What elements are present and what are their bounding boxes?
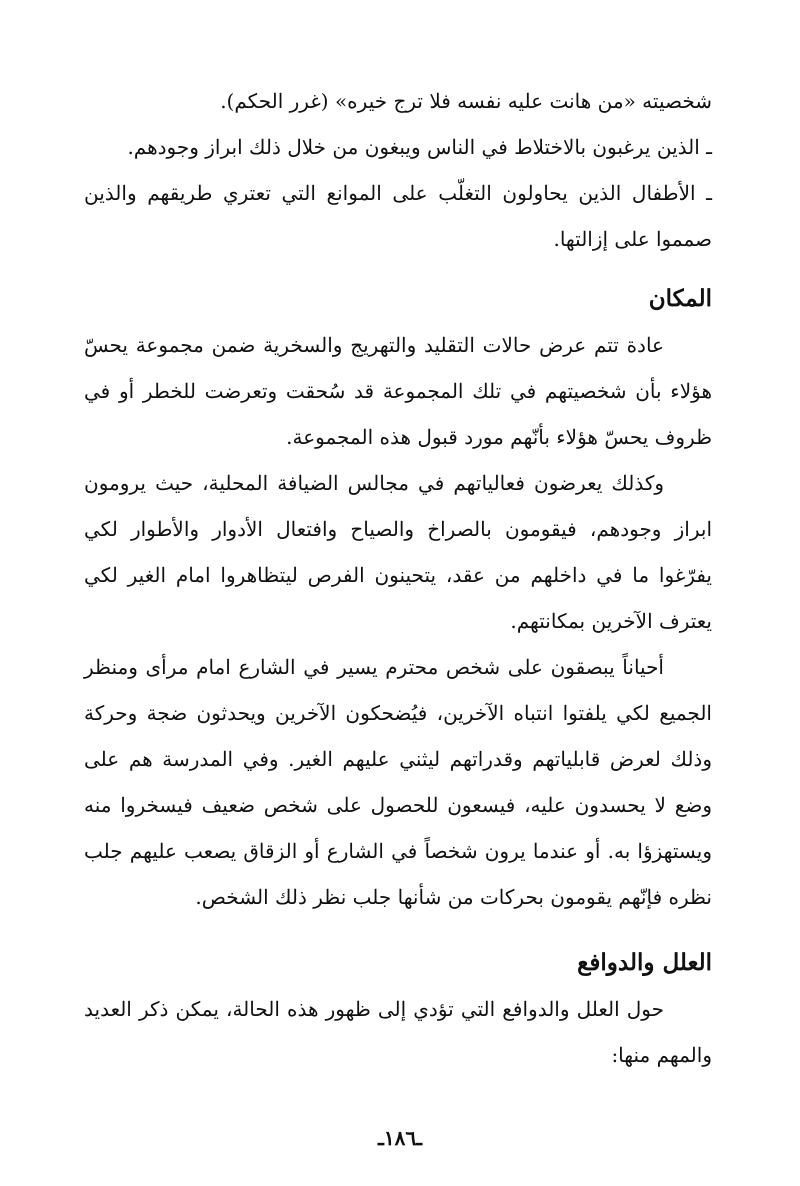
- place-paragraph-2: وكذلك يعرضون فعالياتهم في مجالس الضيافة المحلية، حيث يرومون ابراز وجودهم، فيقومون بالصراخ والصياح وافتعال الأدوار والأطوار لكي يفرّغوا ما في داخلهم من عقد، يتحينون الفرص ليتظاهروا امام الغير لكي يعترف الآخرين بمكانتهم.: [84, 471, 713, 633]
- place-paragraph-1: عادة تتم عرض حالات التقليد والتهريج والسخرية ضمن مجموعة يحسّ هؤلاء بأن شخصيتهم في تلك المجموعة قد سُحقت وتعرضت للخطر أو في ظروف يحسّ هؤلاء بأنّهم مورد قبول هذه المجموعة.: [84, 333, 712, 449]
- section-heading-place: المكان: [648, 285, 712, 312]
- bullet-paragraph-socializing: ـ الذين يرغبون بالاختلاط في الناس ويبغون من خلال ذلك ابراز وجودهم.: [127, 135, 712, 159]
- page-number: ـ١٨٦ـ: [378, 1126, 422, 1150]
- book-page: [84, 78, 712, 1138]
- place-paragraph-3: أحياناً يبصقون على شخص محترم يسير في الشارع امام مرأى ومنظر الجميع لكي يلفتوا انتباه الآخرين، فيُضحكون الآخرين ويحدثون ضجة وحركة وذلك لعرض قابلياتهم وقدراتهم ليثني عليهم الغير. وفي المدرسة هم على وضع لا يحسدون عليه، فيسعون للحصول على شخص ضعيف فيسخروا منه ويستهزؤا به. أو عندما يرون شخصاً في الشارع أو الزقاق يصعب عليهم جلب نظره فإنّهم يقومون بحركات من شأنها جلب نظر ذلك الشخص.: [84, 655, 712, 909]
- intro-quote-paragraph: شخصيته «من هانت عليه نفسه فلا ترج خيره» (غرر الحكم).: [220, 89, 712, 113]
- causes-paragraph: حول العلل والدوافع التي تؤدي إلى ظهور هذه الحالة، يمكن ذكر العديد والمهم منها:: [84, 997, 712, 1067]
- bullet-paragraph-children: ـ الأطفال الذين يحاولون التغلّب على الموانع التي تعتري طريقهم والذين صمموا على إزالتها.: [84, 181, 712, 251]
- section-heading-causes: العلل والدوافع: [577, 949, 712, 976]
